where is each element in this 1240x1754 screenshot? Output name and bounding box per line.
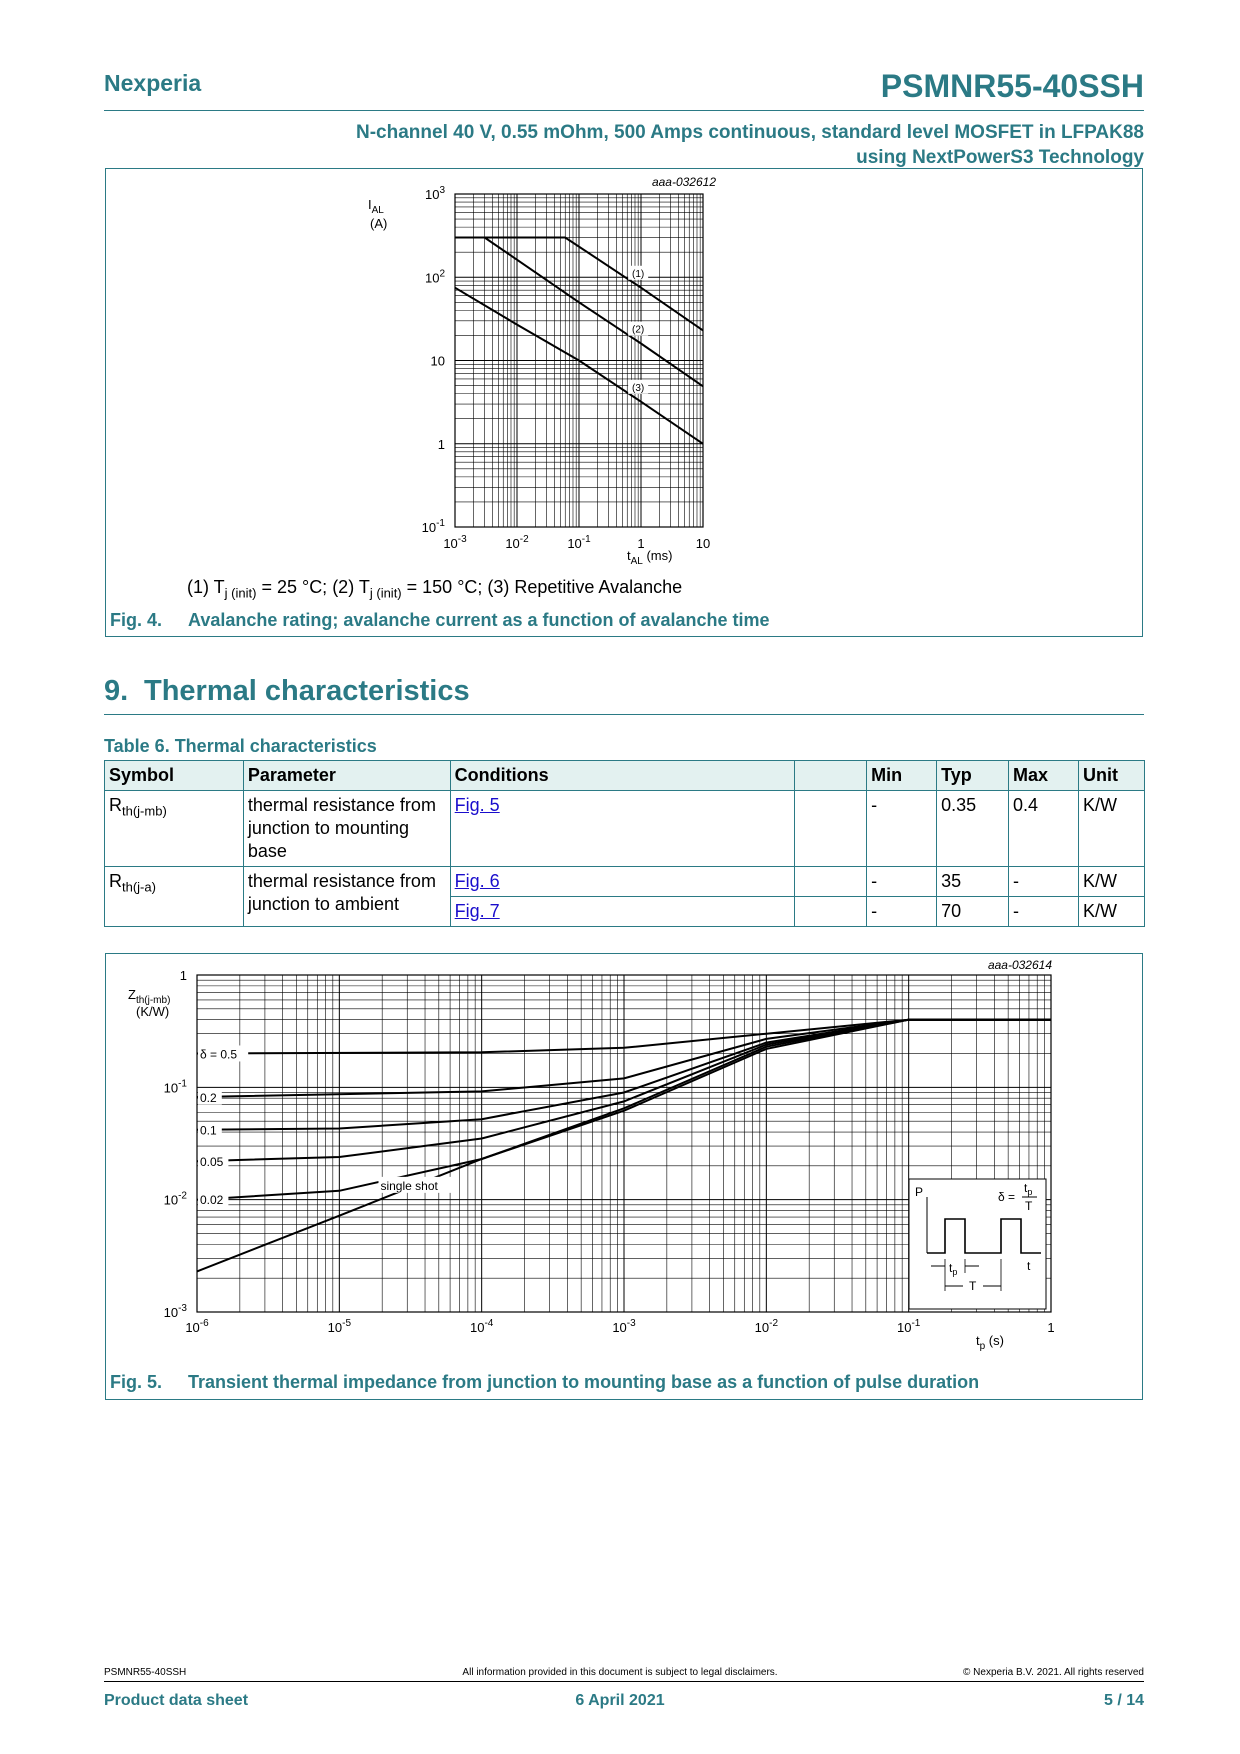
cell-parameter: thermal resistance from junction to ambient [243, 867, 450, 927]
cell-typ: 0.35 [937, 791, 1009, 867]
cell-max: - [1009, 867, 1079, 897]
section-rule [104, 714, 1144, 715]
fig4-code: aaa-032612 [651, 175, 716, 189]
fig5-series-label: δ = 0.5 [200, 1047, 238, 1062]
table-header-row [105, 761, 1145, 791]
fig5-x-tick-label: $10^{-6}$ [185, 1318, 209, 1335]
cell-symbol: $R_{th(j-mb)}$ [105, 791, 244, 867]
fig5-inset-tp: $t_p$ [1024, 1181, 1033, 1197]
fig5-y-unit: (K/W) [136, 1004, 170, 1019]
col-header-typ: Typ [937, 761, 1009, 791]
fig5-x-tick-label: $10^{-2}$ [754, 1318, 779, 1335]
cell-typ: 35 [937, 867, 1009, 897]
fig5-x-tick-label: $10^{-1}$ [896, 1318, 921, 1335]
fig4-x-tick-label: $10^{-3}$ [443, 534, 467, 551]
fig5-series-label: single shot [380, 1178, 438, 1193]
brand-name: Nexperia [104, 70, 202, 96]
fig5-x-tick-label: $10^{-3}$ [612, 1318, 636, 1335]
thermal-table [104, 760, 1145, 927]
cell-min: - [867, 791, 937, 867]
cell-min: - [867, 867, 937, 897]
col-header-symbol: Symbol [105, 761, 244, 791]
fig5-x-tick-label: $10^{-5}$ [327, 1318, 352, 1335]
header-rule [104, 110, 1144, 111]
fig4-note: (1) $T_{j (init)} = 25$ °C; (2) $T_{j (init)} = 150$ °C; (3) Repetitive Avalanche [187, 577, 683, 601]
fig5-y-tick-label: $10^{-2}$ [163, 1190, 187, 1208]
fig5-series-label: 0.1 [200, 1123, 217, 1138]
footer-copyright: © Nexperia B.V. 2021. All rights reserved [963, 1667, 1144, 1678]
cell-blank [795, 867, 867, 897]
document-id: PSMNR55-40SSH [880, 68, 1144, 104]
fig4-y-tick-label: $10^3$ [424, 185, 445, 202]
fig4-x-tick-label: $10^{-2}$ [505, 534, 529, 551]
fig5-x-tick-label: $10^{-4}$ [469, 1318, 494, 1335]
col-header-min: Min [867, 761, 937, 791]
fig4-y-unit: (A) [370, 216, 388, 231]
cell-unit: K/W [1078, 897, 1144, 927]
link-fig5[interactable]: Fig. 5 [454, 795, 500, 815]
fig4-x-tick-label: 10 [695, 536, 711, 551]
fig5-caption: Fig. 5. Transient thermal impedance from junction to mounting base as a function of pulse duration [110, 1372, 980, 1392]
fig5-inset-tp-dim: $t_p$ [949, 1261, 958, 1277]
footer-doc-id: PSMNR55-40SSH [104, 1667, 187, 1678]
footer-doc-type: Product data sheet [104, 1692, 249, 1709]
fig5-inset-delta: δ = [998, 1190, 1016, 1204]
cell-parameter: thermal resistance from junction to mounting base [243, 791, 450, 867]
fig4-series-label: (1) [632, 268, 645, 280]
link-fig6[interactable]: Fig. 6 [454, 871, 500, 891]
fig5-x-label: $t_p$ (s) [976, 1333, 1004, 1352]
fig4-y-label: $I_{AL}$ [368, 197, 384, 216]
fig5-y-label: $Z_{th(j-mb)}$ [128, 987, 171, 1006]
fig4-y-tick-label: 1 [437, 436, 445, 452]
fig5-inset-T: T [1025, 1199, 1033, 1213]
fig5-series-label: 0.02 [200, 1192, 224, 1207]
table-row [105, 791, 1145, 867]
fig4-y-tick-label: $10^{-1}$ [421, 518, 445, 535]
cell-typ: 70 [937, 897, 1009, 927]
table-caption: Table 6. Thermal characteristics [104, 736, 377, 756]
fig5-inset-t-axis: t [1027, 1259, 1031, 1273]
cell-conditions [450, 867, 795, 897]
footer-disclaimer: All information provided in this document is subject to legal disclaimers. [462, 1667, 778, 1678]
figure-4-box [105, 168, 1143, 637]
cell-conditions [450, 791, 795, 867]
cell-blank [795, 791, 867, 867]
fig4-series-label: (2) [632, 324, 645, 336]
col-header-max: Max [1009, 761, 1079, 791]
fig5-code: aaa-032614 [987, 958, 1052, 972]
fig5-y-tick-label: $10^{-3}$ [163, 1303, 187, 1320]
cell-blank [795, 897, 867, 927]
fig5-inset-T-dim: T [969, 1279, 977, 1293]
cell-symbol: $R_{th(j-a)}$ [105, 867, 244, 927]
fig4-y-tick-label: 10 [430, 353, 445, 369]
footer-date: 6 April 2021 [575, 1692, 665, 1709]
col-header-unit: Unit [1078, 761, 1144, 791]
cell-min: - [867, 897, 937, 927]
document-subtitle: N-channel 40 V, 0.55 mOhm, 500 Amps continuous, standard level MOSFET in LFPAK88 using NextPowerS3 Technology [356, 122, 1144, 168]
fig5-y-tick-label: $10^{-1}$ [163, 1078, 187, 1096]
fig5-series-label: 0.2 [200, 1090, 217, 1105]
fig5-inset-p-label: P [915, 1185, 924, 1199]
footer-rule [104, 1681, 1144, 1682]
cell-conditions [450, 897, 795, 927]
fig4-y-tick-label: $10^2$ [424, 268, 445, 286]
fig5-x-tick-label: 1 [1047, 1320, 1055, 1335]
fig4-x-tick-label: 1 [637, 536, 645, 551]
col-header-parameter: Parameter [243, 761, 450, 791]
fig4-series-label: (3) [632, 382, 645, 394]
cell-unit: K/W [1078, 867, 1144, 897]
col-header-blank [795, 761, 867, 791]
section-title: 9. Thermal characteristics [104, 675, 470, 707]
figure-5-box [105, 953, 1143, 1400]
cell-unit: K/W [1078, 791, 1144, 867]
footer-page-number: 5 / 14 [1103, 1692, 1144, 1709]
fig4-x-label: $t_{AL}$ (ms) [627, 548, 673, 567]
col-header-conditions: Conditions [450, 761, 795, 791]
cell-max: - [1009, 897, 1079, 927]
fig5-series-label: 0.05 [200, 1154, 224, 1169]
fig4-caption: Fig. 4. Avalanche rating; avalanche current as a function of avalanche time [110, 610, 770, 630]
link-fig7[interactable]: Fig. 7 [454, 901, 500, 921]
fig4-chart [106, 169, 1142, 569]
fig4-x-tick-label: $10^{-1}$ [567, 534, 591, 551]
table-row [105, 867, 1145, 897]
cell-max: 0.4 [1009, 791, 1079, 867]
fig5-y-tick-label: 1 [179, 968, 187, 983]
fig5-chart [106, 954, 1142, 1354]
